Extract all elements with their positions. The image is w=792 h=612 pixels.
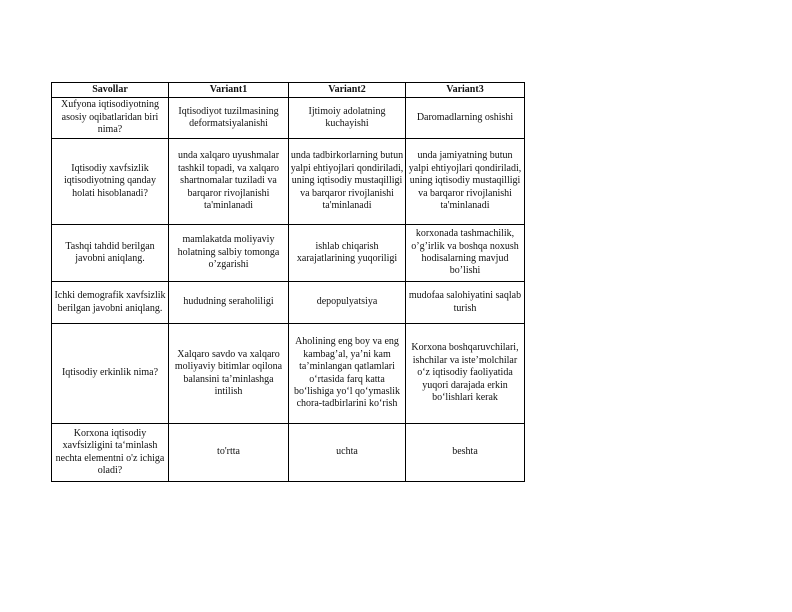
header-variant2: Variant2 xyxy=(289,83,406,98)
variant3-cell: beshta xyxy=(406,424,525,482)
variant1-cell: unda xalqaro uyushmalar tashkil topadi, va xalqaro shartnomalar tuziladi va barqaror rivojlanishi ta'minlanadi xyxy=(169,139,289,225)
header-variant3: Variant3 xyxy=(406,83,525,98)
table-row xyxy=(52,139,525,225)
variant3-cell: Korxona boshqaruvchilari, ishchilar va iste’molchilar o‘z iqtisodiy faoliyatida yuqori darajada erkin bo‘lishlari kerak xyxy=(406,324,525,424)
table-row xyxy=(52,282,525,324)
variant2-cell: uchta xyxy=(289,424,406,482)
variant1-cell: hududning seraholiligi xyxy=(169,282,289,324)
table-row xyxy=(52,225,525,282)
variant3-cell: Daromadlarning oshishi xyxy=(406,98,525,139)
question-cell: Iqtisodiy xavfsizlik iqtisodiyotning qanday holati hisoblanadi? xyxy=(52,139,169,225)
questions-table xyxy=(51,82,525,482)
table-row xyxy=(52,424,525,482)
variant2-cell: depopulyatsiya xyxy=(289,282,406,324)
variant1-cell: Iqtisodiyot tuzilmasining deformatsiyalanishi xyxy=(169,98,289,139)
question-cell: Xufyona iqtisodiyotning asosiy oqibatlaridan biri nima? xyxy=(52,98,169,139)
variant3-cell: mudofaa salohiyatini saqlab turish xyxy=(406,282,525,324)
question-cell: Iqtisodiy erkinlik nima? xyxy=(52,324,169,424)
variant2-cell: Ijtimoiy adolatning kuchayishi xyxy=(289,98,406,139)
question-cell: Korxona iqtisodiy xavfsizligini ta‘minlash nechta elementni o'z ichiga oladi? xyxy=(52,424,169,482)
variant1-cell: to'rtta xyxy=(169,424,289,482)
header-savollar: Savollar xyxy=(52,83,169,98)
variant1-cell: Xalqaro savdo va xalqaro moliyaviy bitimlar oqilona balansini ta’minlashga intilish xyxy=(169,324,289,424)
table-header-row xyxy=(52,83,525,98)
table-row xyxy=(52,98,525,139)
table-row xyxy=(52,324,525,424)
variant2-cell: unda tadbirkorlarning butun yalpi ehtiyojlari qondiriladi, uning iqtisodiy mustaqilligi va barqaror rivojlanishi ta'minlanadi xyxy=(289,139,406,225)
variant2-cell: ishlab chiqarish xarajatlarining yuqoriligi xyxy=(289,225,406,282)
question-cell: Ichki demografik xavfsizlik berilgan javobni aniqlang. xyxy=(52,282,169,324)
header-variant1: Variant1 xyxy=(169,83,289,98)
variant2-cell: Aholining eng boy va eng kambag’al, ya’ni kam ta’minlangan qatlamlari o‘rtasida farq katta bo‘lishiga yo‘l qo‘ymaslik chora-tadbirlarini ko‘rish xyxy=(289,324,406,424)
question-cell: Tashqi tahdid berilgan javobni aniqlang. xyxy=(52,225,169,282)
variant1-cell: mamlakatda moliyaviy holatning salbiy tomonga o’zgarishi xyxy=(169,225,289,282)
variant3-cell: unda jamiyatning butun yalpi ehtiyojlari qondiriladi, uning iqtisodiy mustaqilligi va barqaror rivojlanishi ta'minlanadi xyxy=(406,139,525,225)
variant3-cell: korxonada tashmachilik, o’g’irlik va boshqa noxush hodisalarning mavjud bo’lishi xyxy=(406,225,525,282)
